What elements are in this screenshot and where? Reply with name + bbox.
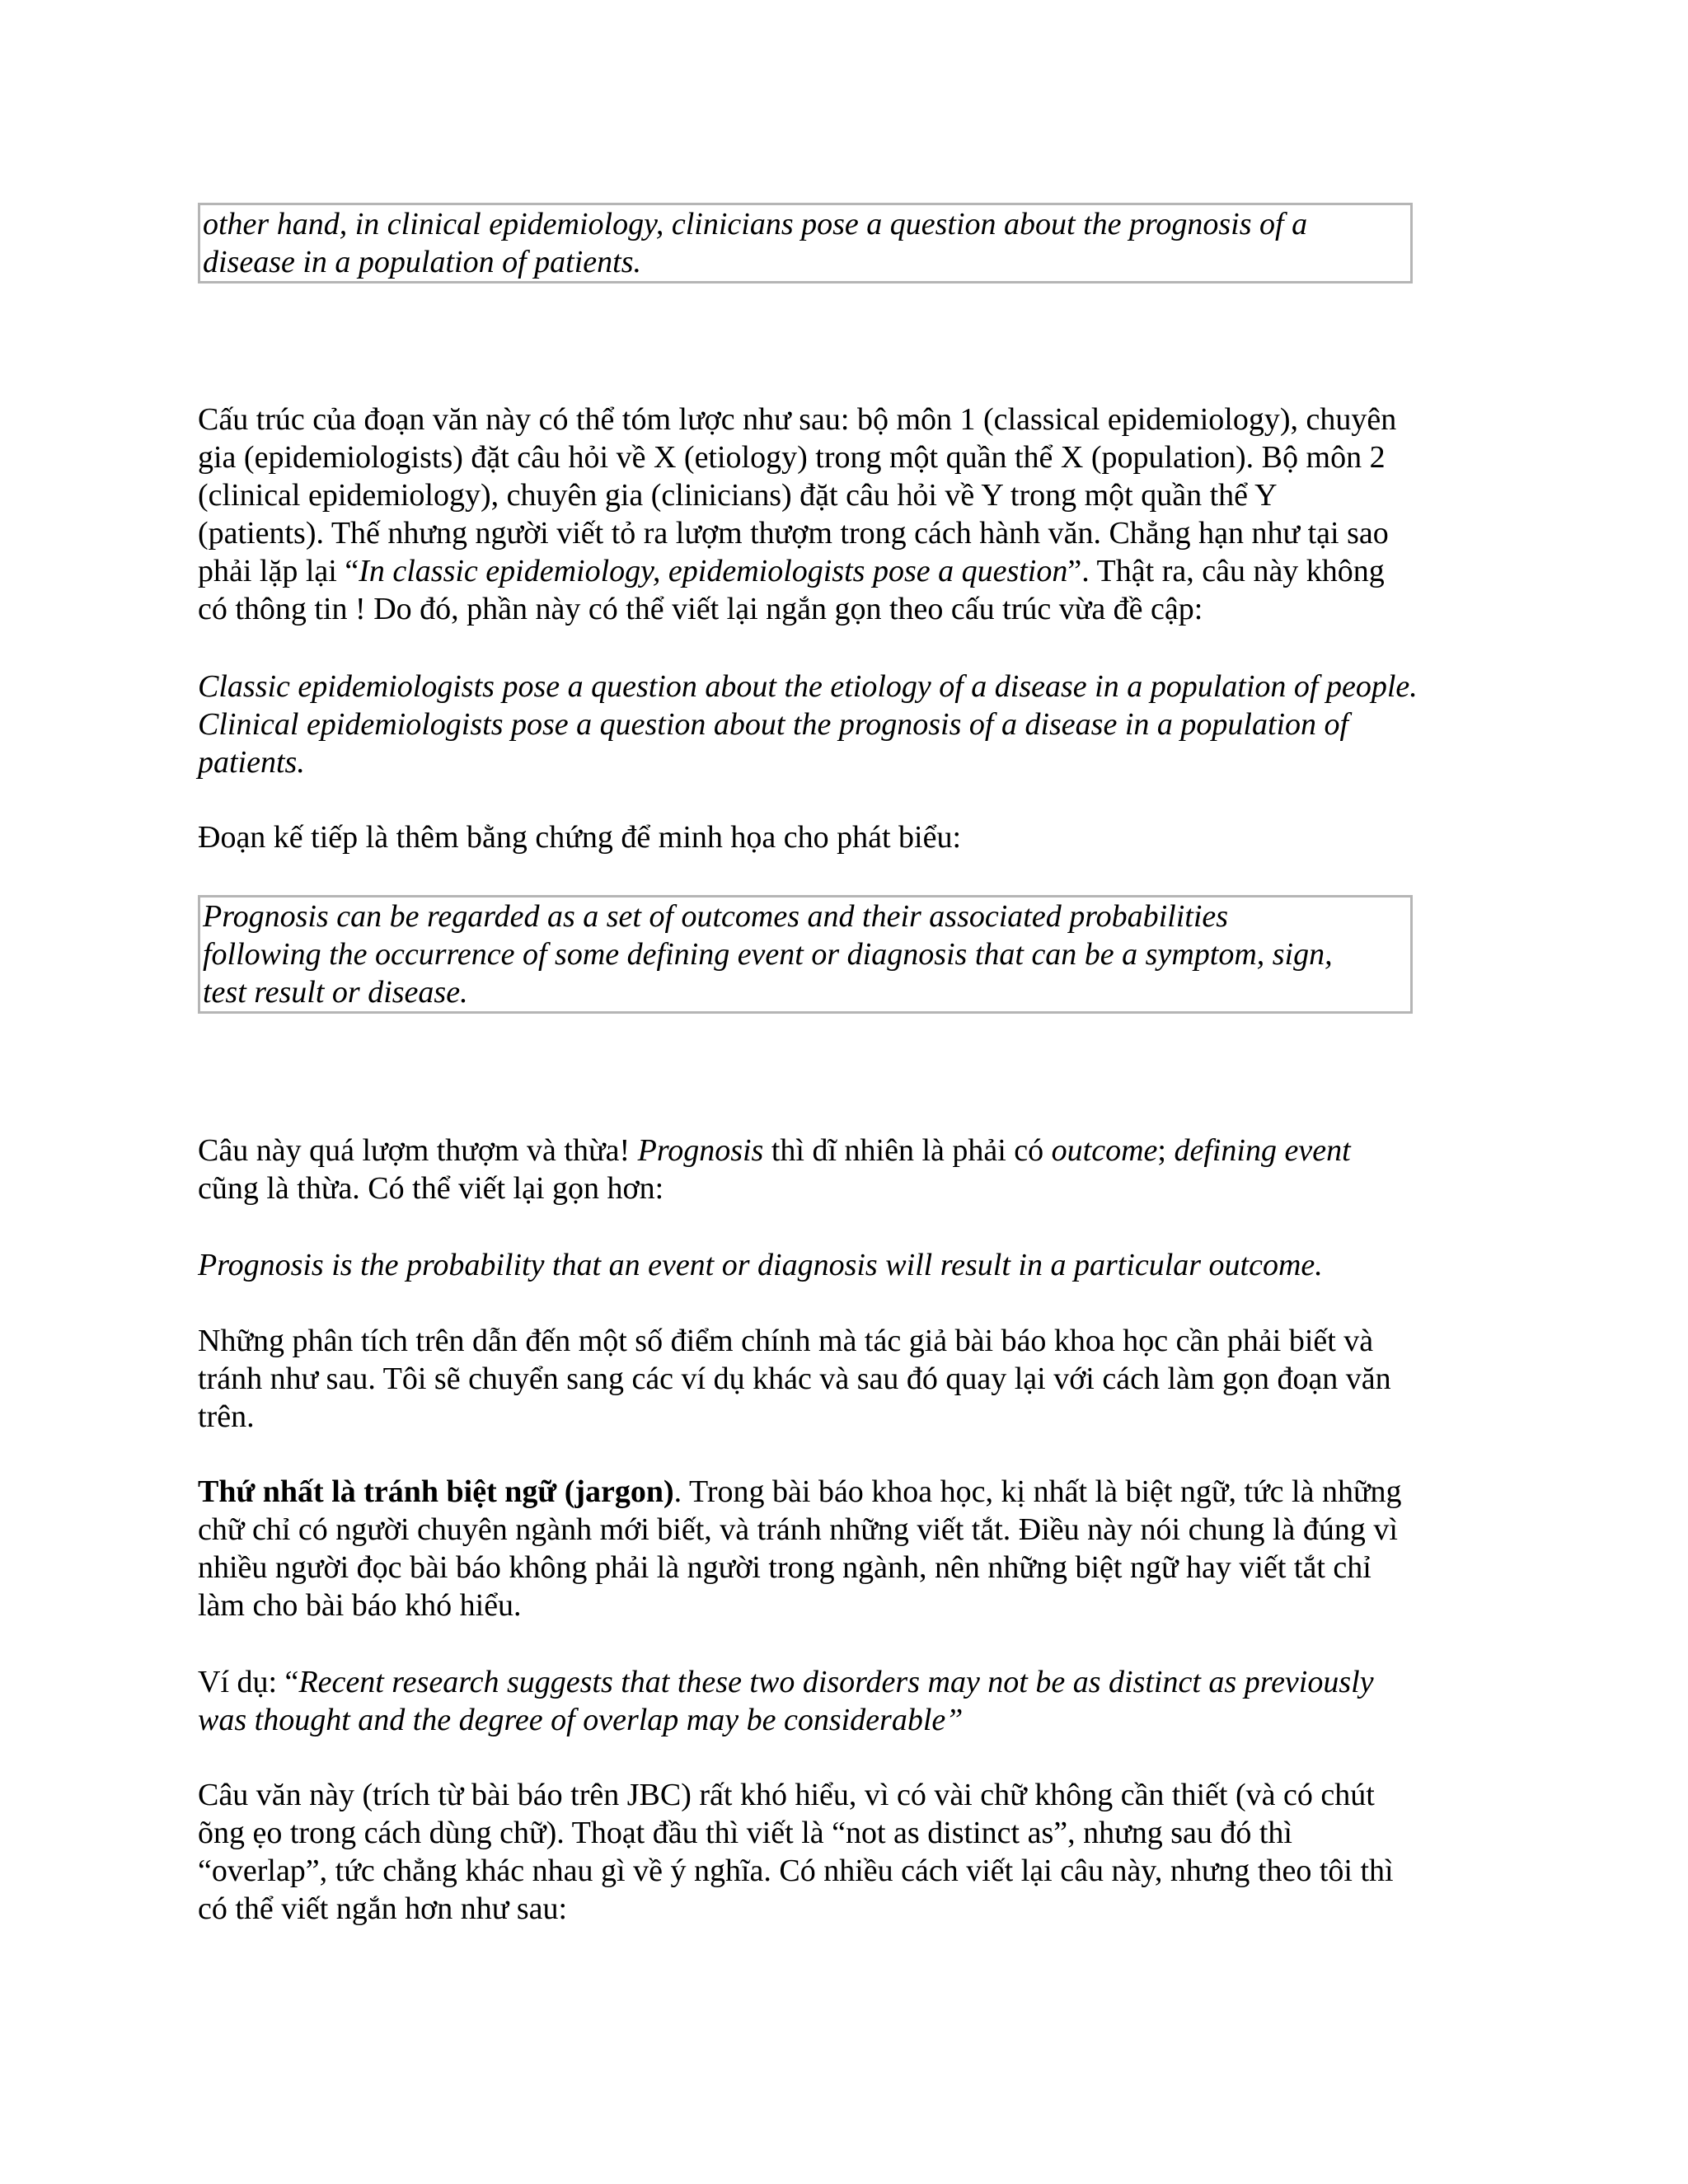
text-fragment: Ví dụ: “ [198,1665,299,1699]
text-line [198,552,1500,590]
text-line: (patients). Thế nhưng người viết tỏ ra lượm thượm trong cách hành văn. Chẳng hạn như tại sao [198,516,1389,551]
text-line: có thể viết ngắn hơn như sau: [198,1891,568,1926]
text-fragment: thì dĩ nhiên là phải có [763,1133,1052,1168]
text-fragment: ”. Thật ra, câu này không [1067,554,1385,588]
text-line: (clinical epidemiology), chuyên gia (clinicians) đặt câu hỏi về Y trong một quần thể Y [198,478,1278,513]
text-line: patients. [198,745,305,780]
quote-box-clinical-epidemiology [198,203,1413,284]
text-line: Đoạn kế tiếp là thêm bằng chứng để minh họa cho phát biểu: [198,820,962,855]
text-line: nhiều người đọc bài báo không phải là người trong ngành, nên những biệt ngữ hay viết tắt chỉ [198,1550,1372,1585]
paragraph-structure-summary [198,401,1500,628]
text-line: Câu văn này (trích từ bài báo trên JBC) rất khó hiểu, vì có vài chữ không cần thiết (và có chút [198,1778,1375,1812]
text-fragment: phải lặp lại “ [198,554,359,588]
paragraph-example [198,1663,1500,1739]
text-line: cũng là thừa. Có thể viết lại gọn hơn: [198,1171,664,1206]
text-line [198,1663,1500,1701]
term-prognosis: Prognosis [637,1133,764,1168]
quoted-sentence: In classic epidemiology, epidemiologists pose a question [359,554,1068,588]
text-line: “overlap”, tức chẳng khác nhau gì về ý nghĩa. Có nhiều cách viết lại câu này, nhưng theo tôi thì [198,1854,1394,1888]
text-line: chữ chỉ có người chuyên ngành mới biết, và tránh những viết tắt. Điều này nói chung là đúng vì [198,1512,1398,1547]
text-line: õng ẹo trong cách dùng chữ). Thoạt đầu thì viết là “not as distinct as”, nhưng sau đó thì [198,1816,1292,1850]
text-line: other hand, in clinical epidemiology, clinicians pose a question about the prognosis of a [203,207,1308,241]
text-line: tránh như sau. Tôi sẽ chuyển sang các ví dụ khác và sau đó quay lại với cách làm gọn đoạn văn [198,1361,1391,1396]
paragraph-jbc-critique [198,1776,1500,1928]
text-line: disease in a population of patients. [203,245,641,279]
text-line [198,1132,1500,1169]
text-line: làm cho bài báo khó hiểu. [198,1588,522,1623]
text-line: có thông tin ! Do đó, phần này có thể viết lại ngắn gọn theo cấu trúc vừa đề cập: [198,592,1203,626]
text-line: gia (epidemiologists) đặt câu hỏi về X (etiology) trong một quần thể X (population). Bộ môn 2 [198,440,1386,475]
text-line: test result or disease. [203,975,468,1010]
text-fragment: ; [1157,1133,1175,1168]
text-line [198,1473,1500,1511]
term-outcome: outcome [1051,1133,1158,1168]
text-line: was thought and the degree of overlap may be considerable” [198,1703,964,1737]
text-fragment: . Trong bài báo khoa học, kị nhất là biệt ngữ, tức là những [673,1474,1402,1509]
text-line: Clinical epidemiologists pose a question about the prognosis of a disease in a population of [198,707,1349,742]
quoted-example: Recent research suggests that these two disorders may not be as distinct as previously [298,1665,1374,1699]
text-line: following the occurrence of some defining event or diagnosis that can be a symptom, sign, [203,937,1333,972]
quote-box-prognosis [198,895,1413,1014]
text-line: Những phân tích trên dẫn đến một số điểm chính mà tác giả bài báo khoa học cần phải biết và [198,1324,1374,1358]
section-heading-jargon: Thứ nhất là tránh biệt ngữ (jargon) [198,1474,674,1509]
paragraph-analysis [198,1322,1500,1436]
paragraph-jargon [198,1473,1500,1624]
rewrite-example-epidemiologists [198,668,1500,781]
term-defining-event: defining event [1174,1133,1351,1168]
text-line: trên. [198,1399,255,1434]
paragraph-verbose-critique [198,1132,1500,1207]
text-fragment: Câu này quá lượm thượm và thừa! [198,1133,638,1168]
text-line: Classic epidemiologists pose a question about the etiology of a disease in a population of people. [198,669,1418,704]
text-line: Prognosis can be regarded as a set of outcomes and their associated probabilities [203,899,1229,934]
text-line: Cấu trúc của đoạn văn này có thể tóm lược như sau: bộ môn 1 (classical epidemiology), chuyên [198,402,1397,437]
paragraph-next-evidence [198,818,1500,856]
text-line: Prognosis is the probability that an event or diagnosis will result in a particular outcome. [198,1248,1323,1282]
rewrite-example-prognosis [198,1246,1500,1284]
